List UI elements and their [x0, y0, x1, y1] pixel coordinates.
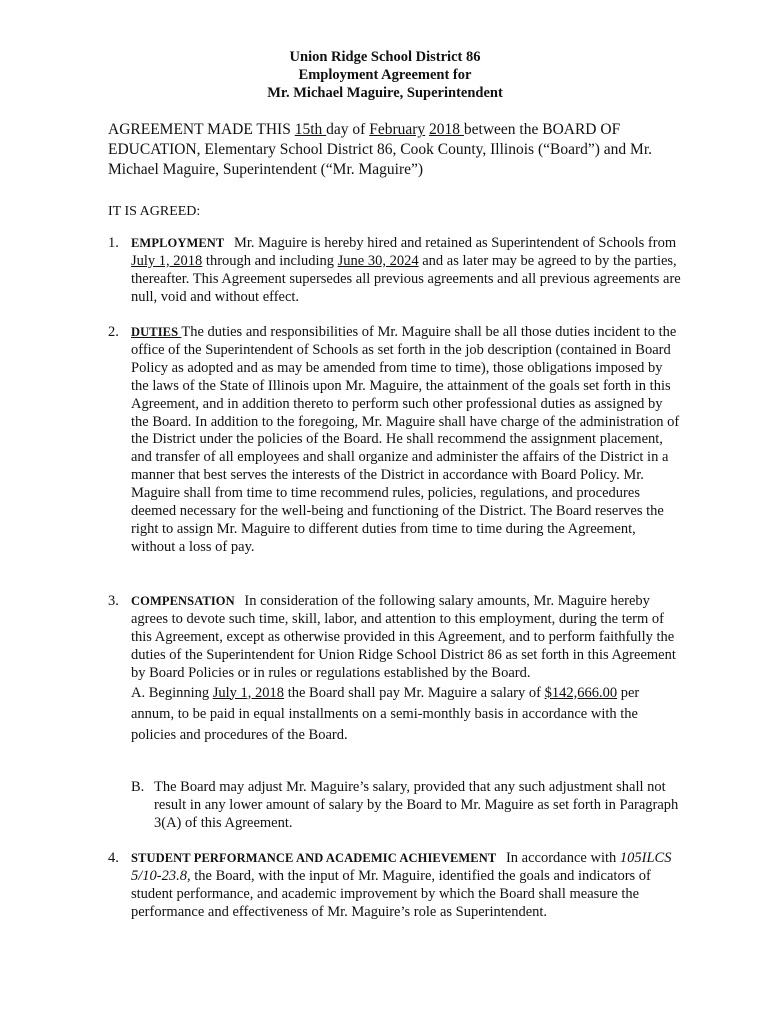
performance-text-1: In accordance with [502, 850, 620, 866]
section-number: 4. [108, 850, 119, 866]
section-number: 3. [108, 593, 119, 609]
duties-heading-text: DUTIES [131, 325, 179, 339]
section-number: 1. [108, 235, 119, 251]
section-duties [108, 324, 683, 557]
title-line-agreement: Employment Agreement for [298, 67, 472, 83]
sub-b-text: The Board may adjust Mr. Maguire’s salary, provided that any such adjustment shall not result in any lower amount of salary by the Board to Mr. Maguire as set forth in Paragraph 3(A) of this Agreement. [154, 779, 679, 831]
employment-text-2: through and including [202, 252, 338, 269]
sub-a-salary: $142,666.00 [544, 684, 618, 701]
employment-text-1: Mr. Maguire is hereby hired and retained as Superintendent of Schools from [230, 235, 677, 251]
section-heading [131, 325, 181, 339]
compensation-sub-b [131, 779, 681, 833]
intro-text-2: day of [326, 121, 370, 138]
section-heading: COMPENSATION [131, 594, 235, 608]
duties-text: The duties and responsibilities of Mr. Maguire shall be all those duties incident to the office of the Superintendent of Schools as set forth in the job description (contained in Board Policy as adopted and as may be amended from time to time), those obligations imposed by the laws of the State of Illinois upon Mr. Maguire, the attainment of the goals set forth in this Agreement, and in addition thereto to perform such other professional duties as assigned by the Board. In addition to the foregoing, Mr. Maguire shall have charge of the administration of the District under the policies of the Board. He shall recommend the assignment placement, and transfer of all employees and shall organize and administer the affairs of the District in a manner that best serves the interests of the District in accordance with Board Policy. Mr. Maguire shall from time to time recommend rules, policies, regulations, and procedures deemed necessary for the well-being and functioning of the District. The Board reserves the right to assign Mr. Maguire to different duties from time to time during the Agreement, without a loss of pay. [131, 324, 680, 555]
intro-day: 15th [294, 121, 327, 138]
sub-a-date: July 1, 2018 [212, 684, 285, 701]
intro-paragraph [108, 120, 668, 180]
intro-month: February [369, 121, 426, 138]
section-number: 2. [108, 324, 119, 340]
employment-text-3: and as later may be agreed to by the parties, thereafter. This Agreement supersedes all previous agreements and all previous agreements are null, void and without effect. [131, 252, 681, 305]
intro-text-4: between the BOARD OF EDUCATION, Elementary School District 86, Cook County, Illinois (“Board”) and Mr. Michael Maguire, Superintendent (“Mr. Maguire”) [108, 121, 652, 178]
employment-start-date: July 1, 2018 [131, 252, 203, 269]
sub-a-text-2: the Board shall pay Mr. Maguire a salary of [284, 684, 545, 701]
performance-text-2: , the Board, with the input of Mr. Maguire, identified the goals and indicators of student performance, and academic improvement by which the Board shall measure the performance and effectiveness of Mr. Maguire’s role as Superintendent. [131, 867, 651, 920]
title-line-name: Mr. Michael Maguire, Superintendent [267, 85, 503, 101]
compensation-sub-a [131, 683, 683, 746]
title-line-district: Union Ridge School District 86 [289, 49, 481, 65]
performance-statute: 105ILCS 5/10-23.8 [131, 850, 672, 884]
intro-text-1: AGREEMENT MADE THIS [108, 121, 295, 138]
section-heading: EMPLOYMENT [131, 236, 225, 250]
sub-a-text-1: A. Beginning [131, 684, 213, 701]
section-heading: STUDENT PERFORMANCE AND ACADEMIC ACHIEVEMENT [131, 851, 497, 865]
employment-end-date: June 30, 2024 [337, 252, 419, 269]
intro-year: 2018 [429, 121, 464, 138]
section-compensation [108, 593, 683, 746]
section-student-performance [108, 850, 683, 922]
sub-b-label: B. [131, 779, 145, 795]
document-title [0, 48, 770, 102]
section-employment [108, 235, 683, 307]
sub-a-text-3: per annum, to be paid in equal installments on a semi-monthly basis in accordance with the policies and procedures of the Board. [131, 684, 640, 743]
it-is-agreed: IT IS AGREED: [108, 204, 201, 219]
compensation-text: In consideration of the following salary amounts, Mr. Maguire hereby agrees to devote such time, skill, labor, and attention to this employment, during the term of this Agreement, except as otherwise provided in this Agreement, and to perform faithfully the duties of the Superintendent for Union Ridge School District 86 as set forth in this Agreement by Board Policies or in rules or regulations established by the Board. [131, 593, 676, 681]
